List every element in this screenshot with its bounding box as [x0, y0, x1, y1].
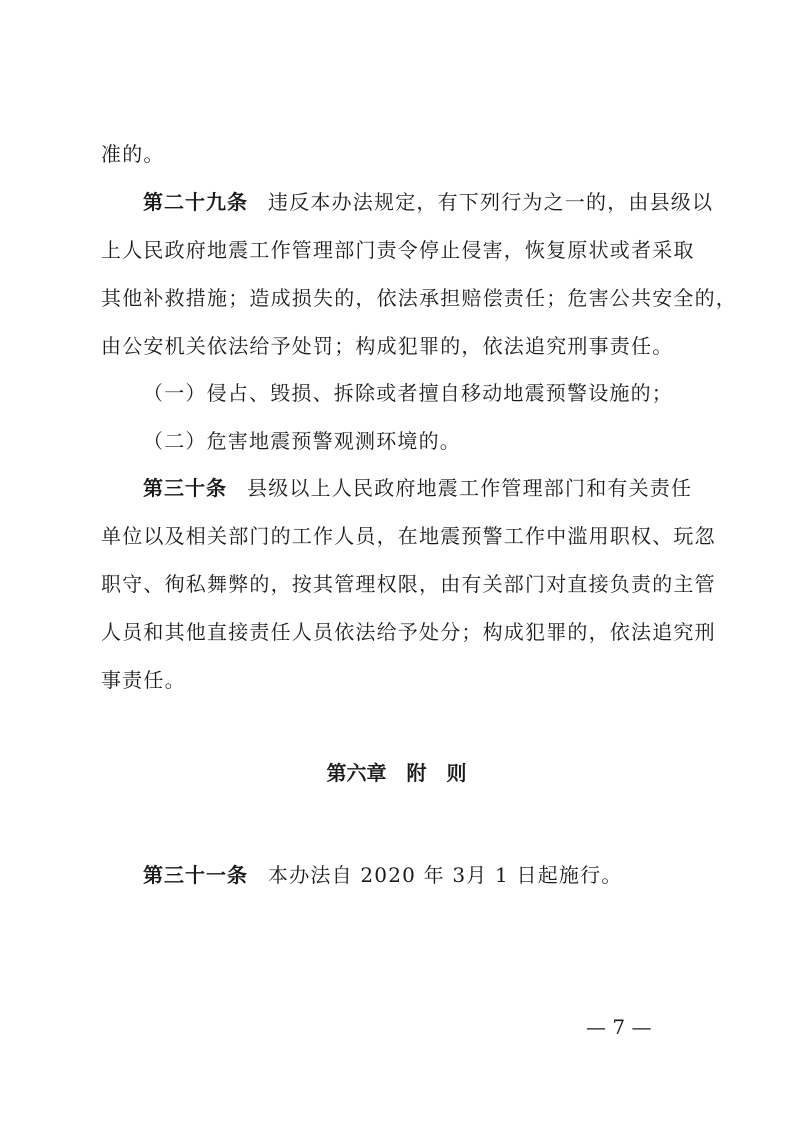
paragraph-line: 职守、徇私舞弊的，按其管理权限，由有关部门对直接负责的主管 [101, 572, 716, 596]
chapter-heading [0, 760, 793, 786]
paragraph-line: 事责任。 [101, 668, 186, 692]
article-31-label: 第三十一条 [143, 863, 248, 887]
paragraph-line: 其他补救措施；造成损失的，依法承担赔偿责任；危害公共安全的， [101, 286, 737, 310]
paragraph-line: 人员和其他直接责任人员依法给予处分；构成犯罪的，依法追究刑 [101, 620, 716, 644]
article-29-label: 第二十九条 [143, 190, 248, 214]
paragraph-line: 准的。 [101, 142, 165, 166]
list-item-2: （二）危害地震预警观测环境的。 [143, 429, 461, 453]
article-29-first-line [143, 189, 743, 215]
article-30-text: 县级以上人民政府地震工作管理部门和有关责任 [247, 476, 693, 500]
article-30-first-line [143, 475, 743, 501]
paragraph-line: 单位以及相关部门的工作人员，在地震预警工作中滥用职权、玩忽 [101, 524, 716, 548]
article-29-text: 违反本办法规定，有下列行为之一的，由县级以 [268, 190, 714, 214]
article-31-text: 本办法自 2020 年 3月 1 日起施行。 [268, 863, 623, 887]
page-number: — 7 — [586, 1015, 652, 1039]
chapter-number: 第六章 [326, 761, 387, 785]
chapter-title-char-1: 附 [406, 761, 427, 785]
paragraph-line: 由公安机关依法给予处罚；构成犯罪的，依法追究刑事责任。 [101, 334, 674, 358]
list-item-1: （一）侵占、毁损、拆除或者擅自移动地震预警设施的； [143, 381, 673, 405]
paragraph-line: 上人民政府地震工作管理部门责令停止侵害，恢复原状或者采取 [101, 238, 695, 262]
chapter-title-char-2: 则 [446, 761, 467, 785]
article-31-line [143, 862, 743, 888]
article-30-label: 第三十条 [143, 476, 227, 500]
